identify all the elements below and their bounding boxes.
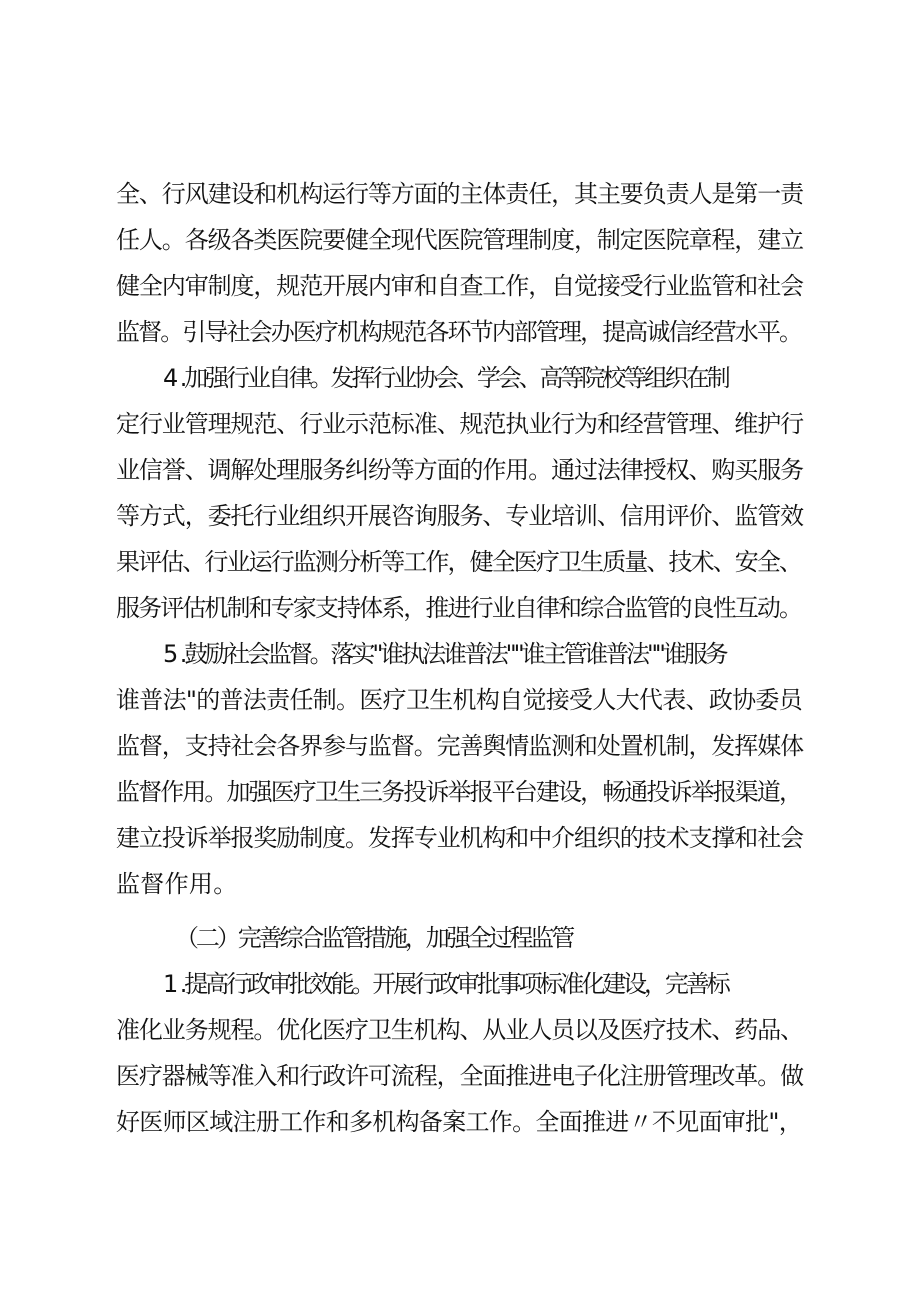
paragraph-5-first-line: 5 .鼓励社会监督。落实"谁执法谁普法""谁主管谁普法""谁服务 [163, 640, 726, 668]
body-text-line: 准化业务规程。优化医疗卫生机构、从业人员以及医疗技术、药品、 [116, 1016, 803, 1044]
paragraph-1-first-line: 1 .提高行政审批效能。开展行政审批事项标准化建设，完善标 [163, 970, 728, 998]
body-text-line: 好医师区域注册工作和多机构备案工作。全面推进〃不见面审批"， [116, 1108, 803, 1136]
body-text-line: 任人。各级各类医院要健全现代医院管理制度，制定医院章程，建立 [116, 226, 803, 254]
body-text-line: 健全内审制度，规范开展内审和自查工作，自觉接受行业监管和社会 [116, 272, 803, 300]
body-text-line: 监督作用。 [116, 870, 238, 898]
body-text-line: 服务评估机制和专家支持体系，推进行业自律和综合监管的良性互动。 [116, 594, 802, 622]
section-heading: （二）完善综合监管措施，加强全过程监管 [175, 924, 573, 952]
body-text-line: 监督作用。加强医疗卫生三务投诉举报平台建设，畅通投诉举报渠道， [116, 778, 802, 806]
body-text-line: 业信誉、调解处理服务纠纷等方面的作用。通过法律授权、购买服务 [116, 456, 803, 484]
body-text-line: 医疗器械等准入和行政许可流程，全面推进电子化注册管理改革。做 [116, 1062, 803, 1090]
body-text-line: 等方式，委托行业组织开展咨询服务、专业培训、信用评价、监管效 [116, 502, 803, 530]
body-text-line: 监督。引导社会办医疗机构规范各环节内部管理，提高诚信经营水平。 [116, 318, 802, 346]
body-text-line: 定行业管理规范、行业示范标准、规范执业行为和经营管理、维护行 [116, 410, 803, 438]
paragraph-4-first-line: 4 .加强行业自律。发挥行业协会、学会、高等院校等组织在制 [163, 364, 728, 392]
body-text-line: 建立投诉举报奖励制度。发挥专业机构和中介组织的技术支撑和社会 [116, 824, 803, 852]
body-text-line: 谁普法"的普法责任制。医疗卫生机构自觉接受人大代表、政协委员 [116, 686, 803, 714]
body-text-line: 果评估、行业运行监测分析等工作，健全医疗卫生质量、技术、安全、 [116, 548, 802, 576]
body-text-line: 监督，支持社会各界参与监督。完善舆情监测和处置机制，发挥媒体 [116, 732, 803, 760]
body-text-line: 全、行风建设和机构运行等方面的主体责任，其主要负责人是第一责 [116, 180, 803, 208]
